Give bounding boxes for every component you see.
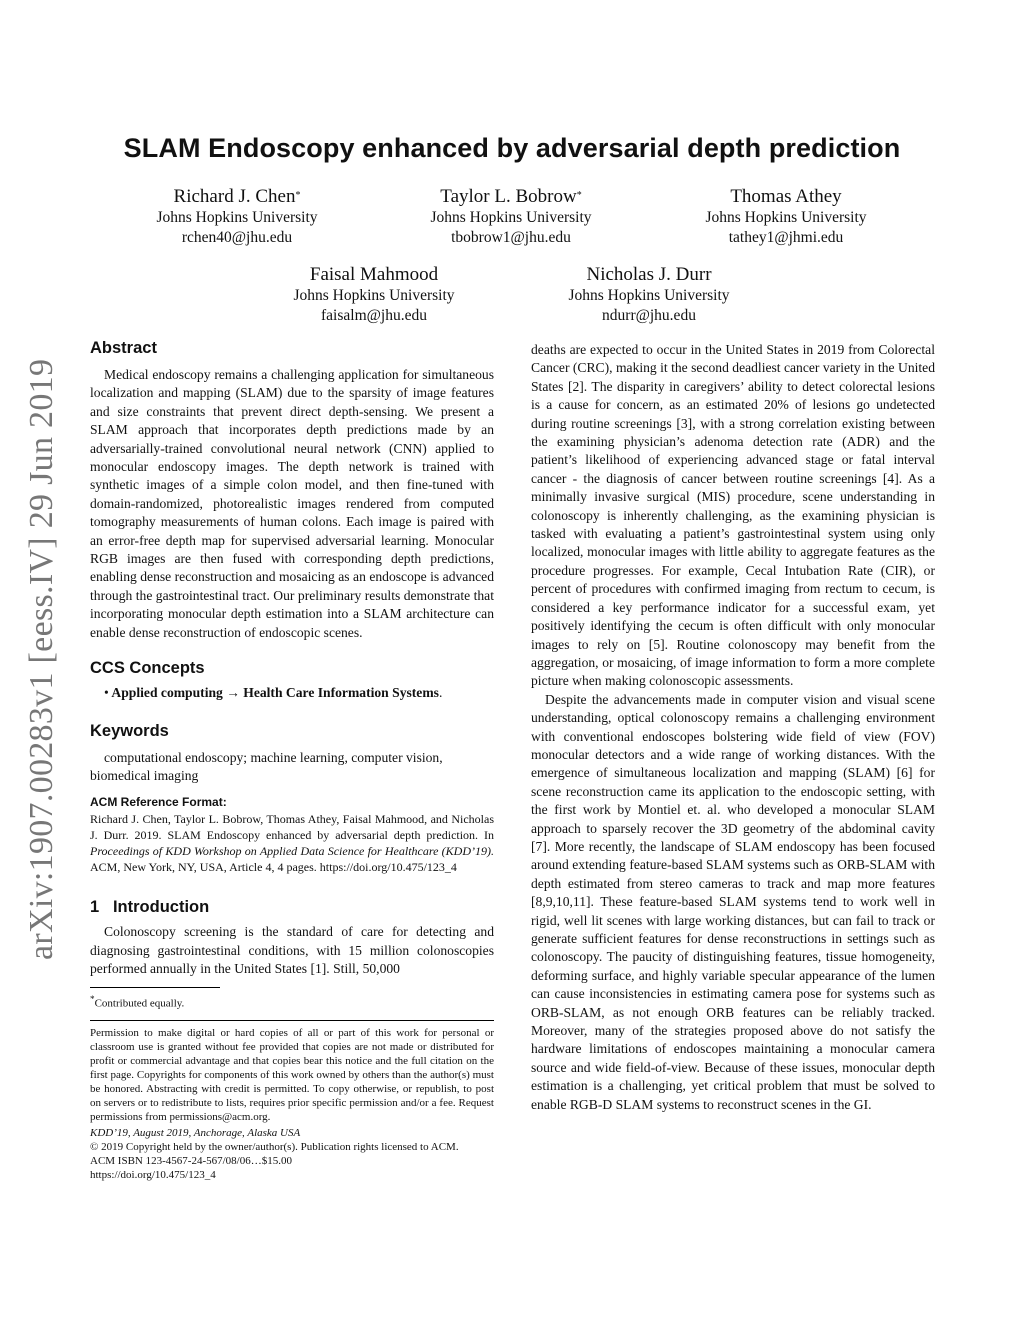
- left-column: [90, 336, 494, 1182]
- author-email[interactable]: tbobrow1@jhu.edu: [451, 229, 571, 246]
- footnote-mark: *: [90, 993, 95, 1004]
- acm-reference-venue: Proceedings of KDD Workshop on Applied Data Science for Healthcare (KDD’19).: [90, 844, 494, 859]
- permission-block: [90, 1020, 494, 1182]
- footnote: [90, 992, 494, 1011]
- ccs-concept: Applied computing: [111, 685, 223, 701]
- abstract-heading: Abstract: [90, 339, 157, 357]
- isbn-line: ACM ISBN 123-4567-24-567/08/06…$15.00: [90, 1155, 292, 1168]
- author-block-chen: [87, 186, 387, 248]
- intro-text-right-2: Despite the advancements made in computer vision and visual scene understanding, optical colonoscopy remains a challenging environment with conventional endoscopes bolstering wide field of view (FOV) monocular detectors and a wide range of working distances. With the emergence of simultaneous localization and mapping (SLAM) [6] for scene reconstruction came its application to the endoscopic setting, with the first work by Montiel et. al. who developed a monocular SLAM approach to sparsely recover the 3D geometry of the abdominal cavity [7]. More recently, the landscape of SLAM endoscopy has been focused around extending feature-based SLAM systems such as ORB-SLAM with depth estimated from stereo cameras to track and map more features [8,9,10,11]. These feature-based SLAM systems tend to work well in rigid, well lit scenes with large working distances, but can fail to track or generate sufficient features for dense reconstructions in settings such as colonoscopy. The paucity of distinguishing features, tissue homogeneity, deforming surface, and highly variable specular appearance of the lumen can cause inconsistencies in estimating camera pose for systems such as ORB-SLAM, as not enough ORB features can be reliably tracked. Moreover, many of the strategies proposed above do not satisfy the hardware limitations of endoscopes maintaining a monocular camera source and wide field-of-view. Because of these issues, monocular depth estimation is a challenging, yet critical problem that must be solved to enable RGB-D SLAM systems to reconstruct scenes in the GI.: [531, 691, 935, 1112]
- author-email[interactable]: faisalm@jhu.edu: [321, 307, 427, 324]
- author-name: Thomas Athey: [730, 186, 842, 207]
- intro-heading: [90, 895, 494, 919]
- footnote-rule: [90, 987, 220, 988]
- ccs-heading: CCS Concepts: [90, 659, 205, 678]
- paper-title: SLAM Endoscopy enhanced by adversarial depth prediction: [123, 133, 901, 163]
- copyright-line: © 2019 Copyright held by the owner/author(s). Publication rights licensed to ACM.: [90, 1141, 459, 1154]
- author-affiliation: Johns Hopkins University: [705, 209, 867, 226]
- equal-contribution-mark: *: [576, 190, 582, 201]
- arxiv-stamp: arXiv:1907.00283v1 [eess.IV] 29 Jun 2019: [23, 358, 60, 960]
- acm-reference-authors: Richard J. Chen, Taylor L. Bobrow, Thomas Athey, Faisal Mahmood, and Nicholas J. Durr. 2019. SLAM Endoscopy enhanced by adversarial depth prediction. In: [90, 812, 494, 843]
- author-name: Faisal Mahmood: [309, 264, 439, 285]
- keywords-heading: Keywords: [90, 721, 169, 740]
- author-block-durr: [499, 264, 799, 326]
- author-affiliation: Johns Hopkins University: [568, 287, 730, 304]
- doi-link[interactable]: https://doi.org/10.475/123_4: [90, 1169, 216, 1182]
- acm-reference-doi[interactable]: ACM, New York, NY, USA, Article 4, 4 pages. https://doi.org/10.475/123_4: [90, 860, 457, 875]
- ccs-end: .: [438, 685, 443, 701]
- author-affiliation: Johns Hopkins University: [156, 209, 318, 226]
- author-block-mahmood: [224, 264, 524, 326]
- section-title: Introduction: [112, 898, 210, 917]
- equal-contribution-mark: *: [295, 190, 301, 201]
- author-name: Richard J. Chen: [173, 186, 296, 207]
- section-number: 1: [90, 898, 100, 917]
- footnote-text: Contributed equally.: [94, 997, 185, 1010]
- author-email[interactable]: ndurr@jhu.edu: [602, 307, 696, 324]
- author-block-athey: [636, 186, 936, 248]
- ccs-subconcept: Health Care Information Systems: [243, 685, 439, 701]
- keywords-text: computational endoscopy; machine learning, computer vision, biomedical imaging: [90, 749, 443, 783]
- author-name: Nicholas J. Durr: [586, 264, 712, 285]
- author-name: Taylor L. Bobrow: [440, 186, 577, 207]
- author-block-bobrow: [361, 186, 661, 248]
- acm-reference-heading: ACM Reference Format:: [90, 795, 227, 810]
- intro-text-right-1: deaths are expected to occur in the United States in 2019 from Colorectal Cancer (CRC), making it the second deadliest cancer variety in the United States [2]. The disparity in caregivers’ ability to detect colorectal lesions is a cause for concern, as an estimated 20% of lesions go undetected during routine screenings [3], with a strong correlation existing between the examining physician’s adenoma detection rate (ADR) and the patient’s likelihood of experiencing advanced stage or fatal interval cancer - the diagnosis of cancer between routine screenings [4]. As a minimally invasive surgical (MIS) procedure, scene understanding in colonoscopy is inherently challenging, as the examining physician is tasked with evaluating a patient’s gastrointestinal system using only localized, monocular images with little ability to aggregate features as the procedure progresses. For example, Cecal Intubation Rate (CIR), or percent of procedures with confirmed imaging from rectum to cecum, is considered a key performance indicator for a successful exam, yet positively identifying the cecum is often difficult with only monocular images to rely on [5]. Routine colonoscopy may benefit from the aggregation, or mosaicing, of image information to form a more complete picture when making colonoscopic assessments.: [531, 342, 935, 689]
- intro-text-left: Colonoscopy screening is the standard of care for detecting and diagnosing gastrointestinal conditions, with 15 million colonoscopies performed annually in the United States [1]. Still, 50,000: [90, 924, 494, 977]
- ccs-bullet: •: [104, 685, 109, 701]
- abstract-text: Medical endoscopy remains a challenging application for simultaneous localization and mapping (SLAM) due to the sparsity of image features and size constraints that prevent direct depth-sensing. We present a SLAM approach that incorporates depth predictions made by an adversarially-trained convolutional neural network (CNN) applied to monocular endoscopy images. The depth network is trained with synthetic images of a simple colon model, and then fine-tuned with domain-randomized, photorealistic images rendered from computed tomography measurements of human colons. Each image is paired with an error-free depth map for supervised adversarial learning. Monocular RGB images are then fused with corresponding depth predictions, enabling dense reconstruction and mosaicing as an endoscope is advanced through the gastrointestinal tract. Our preliminary results demonstrate that incorporating monocular depth estimation into a SLAM architecture can enable dense reconstruction of endoscopic scenes.: [90, 367, 494, 640]
- acm-reference-text: [90, 811, 494, 875]
- ccs-arrow: →: [226, 685, 240, 701]
- conference-info: KDD’19, August 2019, Anchorage, Alaska USA: [90, 1127, 301, 1140]
- permission-text: Permission to make digital or hard copies of all or part of this work for personal or classroom use is granted without fee provided that copies are not made or distributed for profit or commercial advantage and that copies bear this notice and the full citation on the first page. Copyrights for components of this work owned by others than the author(s) must be honored. Abstracting with credit is permitted. To copy otherwise, or republish, to post on servers or to redistribute to lists, requires prior specific permission and/or a fee. Request permissions from permissions@acm.org.: [90, 1027, 494, 1124]
- author-affiliation: Johns Hopkins University: [293, 287, 455, 304]
- ccs-concept-line: [104, 684, 494, 702]
- right-column: [531, 341, 935, 1114]
- author-email[interactable]: tathey1@jhmi.edu: [728, 229, 844, 246]
- author-affiliation: Johns Hopkins University: [430, 209, 592, 226]
- author-email[interactable]: rchen40@jhu.edu: [181, 229, 293, 246]
